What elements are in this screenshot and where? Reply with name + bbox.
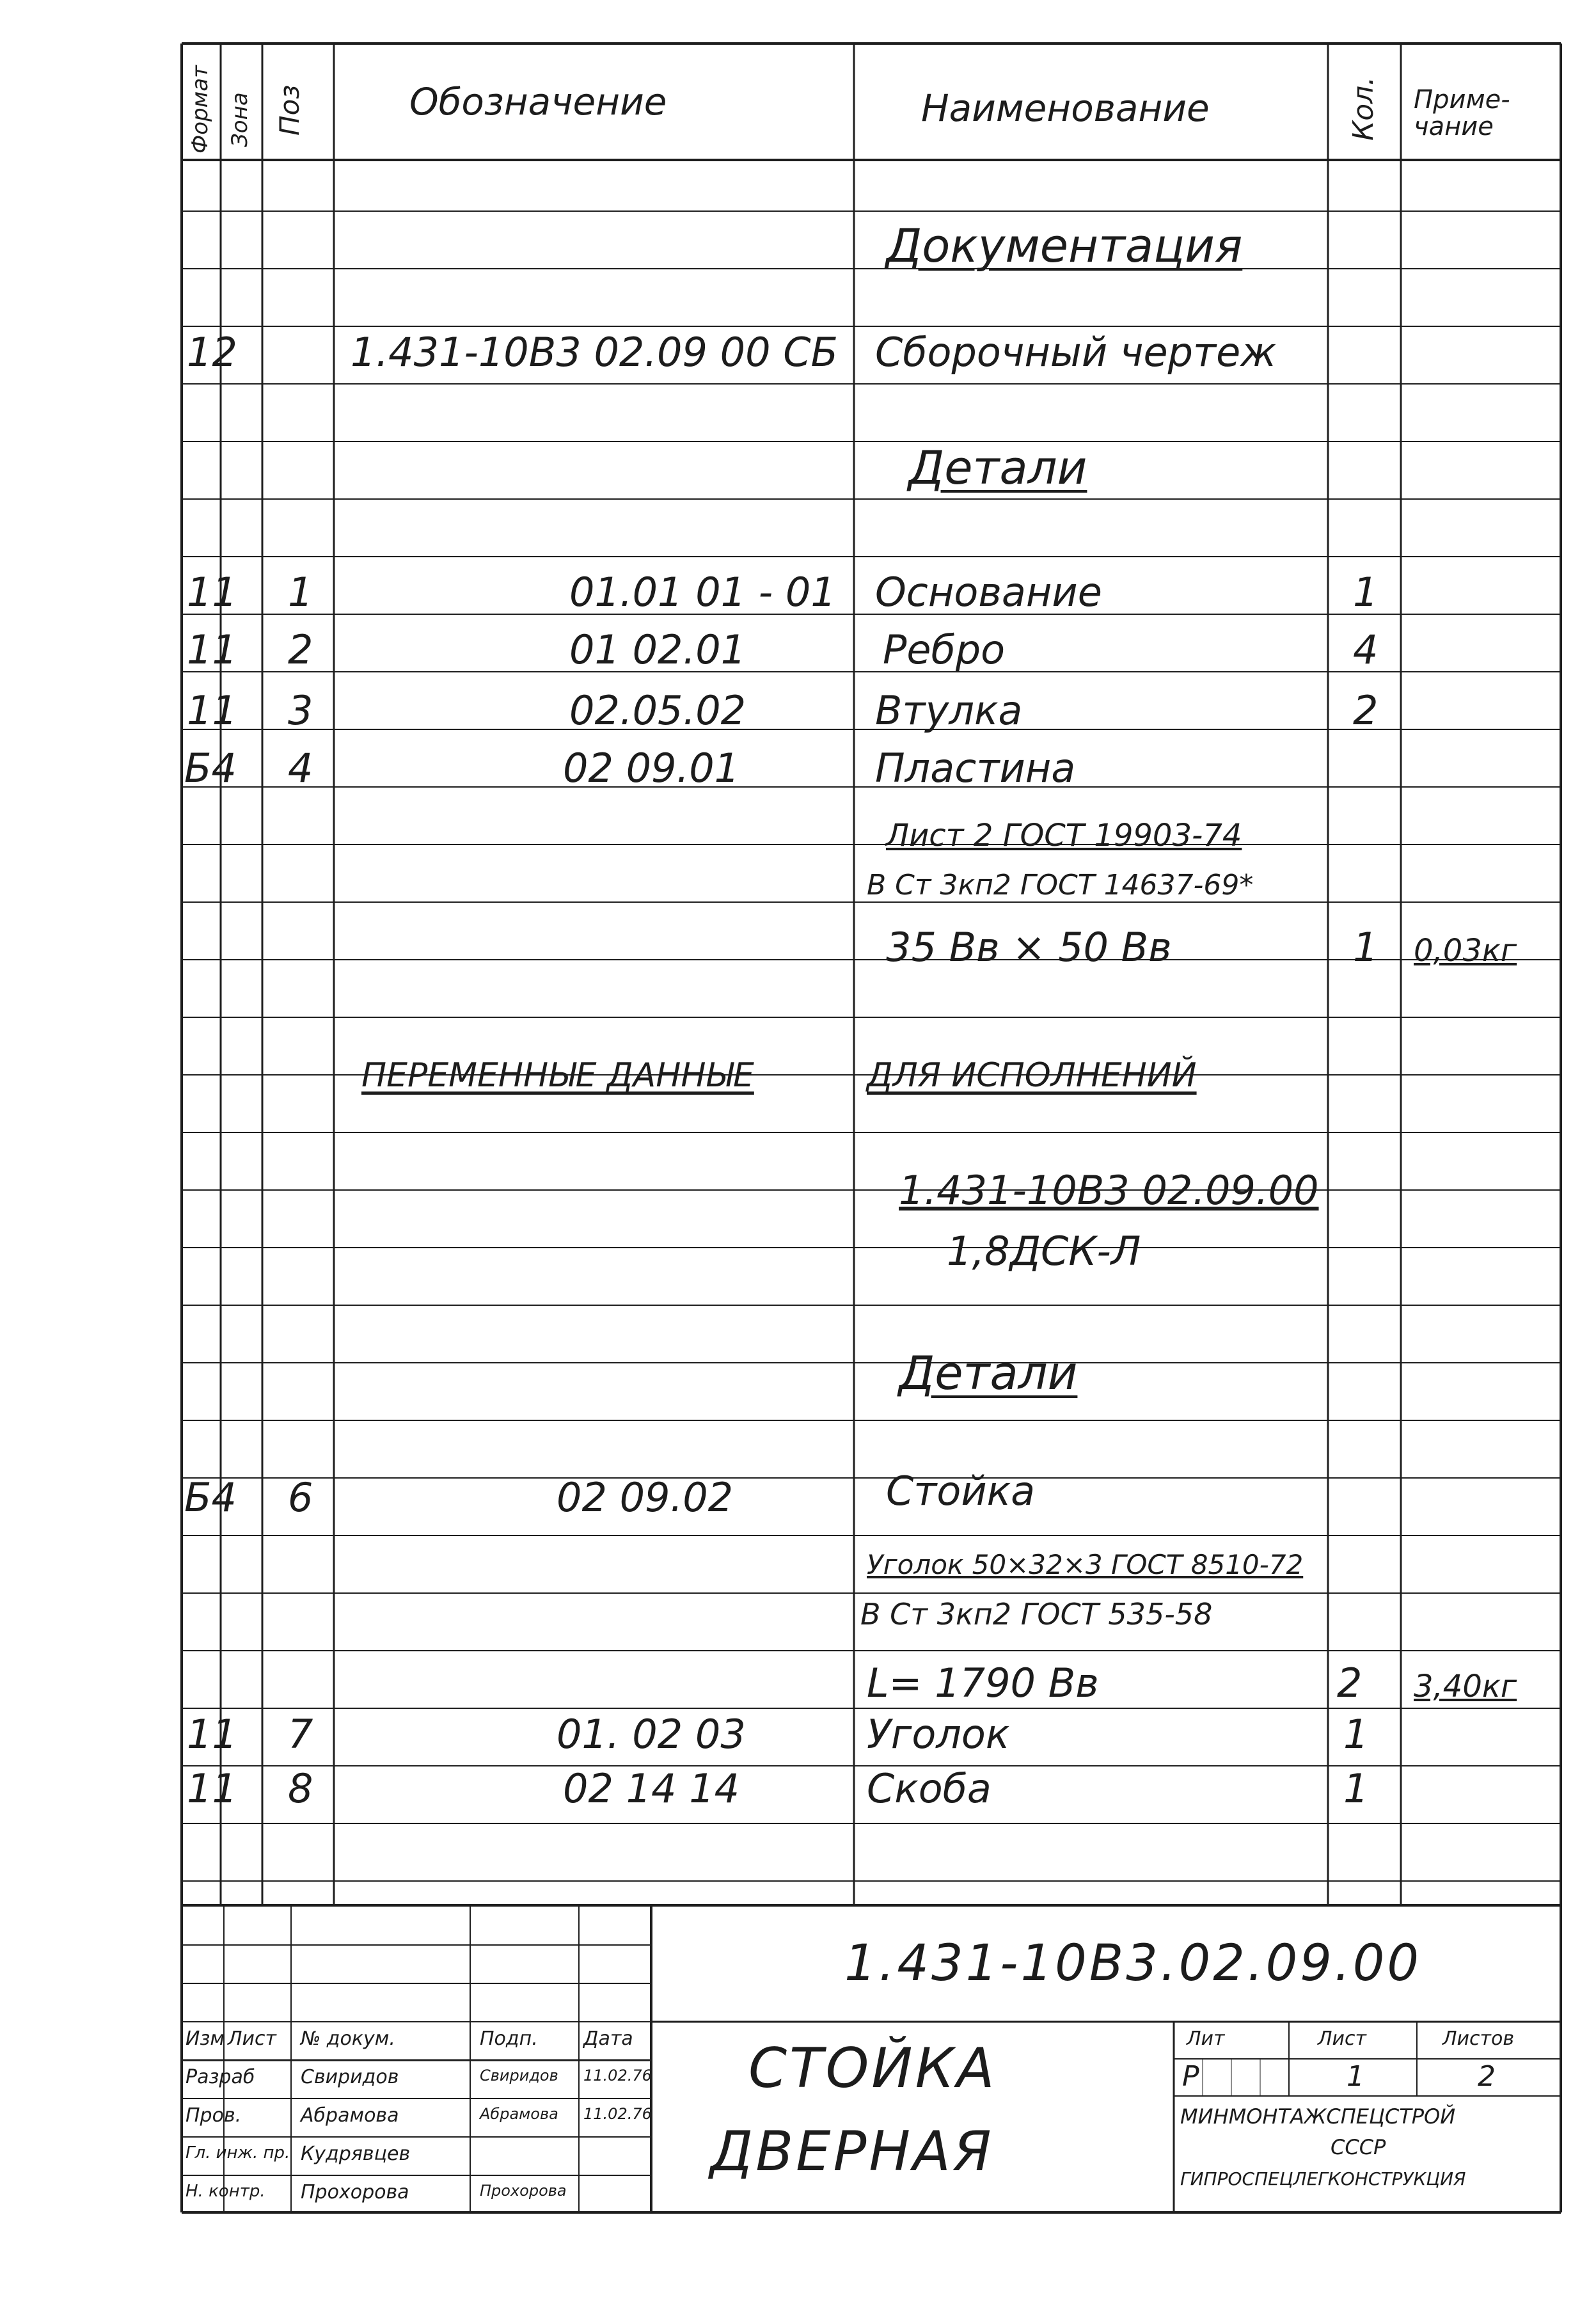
signer-role: Гл. инж. пр. bbox=[186, 2143, 290, 2163]
row-name: 35 Вв × 50 Вв bbox=[886, 924, 1172, 971]
row-qty: 1 bbox=[1353, 569, 1379, 615]
row-name: Основание bbox=[875, 569, 1102, 615]
row-format: 12 bbox=[187, 329, 237, 376]
row-format: 11 bbox=[187, 569, 237, 615]
section-documentation: Документация bbox=[886, 219, 1243, 273]
col-header-format: Формат bbox=[187, 65, 213, 154]
row-format: 11 bbox=[187, 687, 237, 734]
version-code: 1.431-10В3 02.09.00 bbox=[899, 1167, 1319, 1214]
signer-name: Прохорова bbox=[301, 2181, 409, 2203]
tb-col-docnum: № докум. bbox=[301, 2028, 395, 2050]
row-qty: 2 bbox=[1353, 687, 1379, 734]
row-qty: 1 bbox=[1343, 1765, 1369, 1812]
row-name: L= 1790 Вв bbox=[867, 1660, 1099, 1706]
row-name: Уголок bbox=[867, 1711, 1010, 1758]
signer-date: 11.02.76 bbox=[583, 2105, 652, 2123]
signer-role: Н. контр. bbox=[186, 2182, 265, 2201]
row-note: 3,40кг bbox=[1414, 1669, 1517, 1704]
row-format: 11 bbox=[187, 626, 237, 673]
row-format: Б4 bbox=[184, 745, 237, 791]
col-header-pos: Поз bbox=[274, 84, 305, 136]
col-header-note: Приме-чание bbox=[1414, 85, 1510, 141]
sheet-label: Лист bbox=[1318, 2028, 1367, 2050]
row-name: Уголок 50×32×3 ГОСТ 8510-72 bbox=[867, 1549, 1304, 1580]
row-pos: 6 bbox=[288, 1474, 313, 1521]
doc-code: 1.431-10В3.02.09.00 bbox=[844, 1935, 1421, 1992]
sheets-label: Листов bbox=[1442, 2028, 1515, 2050]
signer-sign: Свиридов bbox=[480, 2067, 558, 2084]
row-name: Скоба bbox=[867, 1765, 992, 1812]
signer-name: Кудрявцев bbox=[301, 2143, 411, 2165]
section-parts: Детали bbox=[908, 441, 1087, 495]
row-pos: 4 bbox=[288, 745, 313, 791]
row-pos: 7 bbox=[288, 1711, 313, 1758]
row-pos: 2 bbox=[288, 626, 313, 673]
row-name: Ребро bbox=[883, 626, 1006, 673]
row-qty: 1 bbox=[1353, 924, 1379, 971]
row-name: В Ст 3кп2 ГОСТ 535-58 bbox=[860, 1597, 1213, 1631]
row-qty: 4 bbox=[1353, 626, 1379, 673]
row-name: Лист 2 ГОСТ 19903-74 bbox=[886, 818, 1242, 853]
sheet-value: 1 bbox=[1347, 2060, 1364, 2093]
tb-col-sign: Подп. bbox=[480, 2028, 538, 2050]
signer-sign: Прохорова bbox=[480, 2182, 567, 2200]
section-parts-2: Детали bbox=[899, 1346, 1078, 1400]
col-header-qty: Кол. bbox=[1347, 76, 1380, 141]
row-pos: 3 bbox=[288, 687, 313, 734]
lit-label: Лит bbox=[1187, 2028, 1225, 2050]
row-note: 0,03кг bbox=[1414, 933, 1517, 969]
row-format: 11 bbox=[187, 1765, 237, 1812]
signer-role: Пров. bbox=[186, 2104, 242, 2127]
col-header-zone: Зона bbox=[227, 92, 253, 147]
col-header-designation: Обозначение bbox=[409, 80, 667, 123]
row-format: 11 bbox=[187, 1711, 237, 1758]
org-line-2: СССР bbox=[1331, 2135, 1386, 2159]
col-header-name: Наименование bbox=[921, 86, 1210, 130]
row-qty: 1 bbox=[1343, 1711, 1369, 1758]
row-pos: 1 bbox=[288, 569, 313, 615]
section-variable-data: ПЕРЕМЕННЫЕ ДАННЫЕ bbox=[361, 1056, 754, 1095]
signer-name: Свиридов bbox=[301, 2066, 399, 2088]
title-line-1: СТОЙКА bbox=[748, 2036, 997, 2100]
row-name: В Ст 3кп2 ГОСТ 14637-69* bbox=[867, 869, 1254, 901]
signer-name: Абрамова bbox=[301, 2104, 399, 2127]
row-qty: 2 bbox=[1337, 1660, 1363, 1706]
row-designation: 1.431-10В3 02.09 00 СБ bbox=[351, 329, 839, 376]
row-name: Втулка bbox=[875, 687, 1023, 734]
row-pos: 8 bbox=[288, 1765, 313, 1812]
lit-value: Р bbox=[1182, 2060, 1199, 2093]
row-designation: 02.05.02 bbox=[569, 687, 747, 734]
row-format: Б4 bbox=[184, 1474, 237, 1521]
row-name: Стойка bbox=[886, 1468, 1036, 1514]
row-name: Сборочный чертеж bbox=[875, 329, 1277, 376]
tb-col-date: Дата bbox=[583, 2028, 633, 2050]
org-line-1: МИНМОНТАЖСПЕЦСТРОЙ bbox=[1180, 2104, 1456, 2129]
row-designation: 01. 02 03 bbox=[557, 1711, 746, 1758]
row-designation: 02 09.02 bbox=[557, 1474, 734, 1521]
row-name: Пластина bbox=[875, 745, 1076, 791]
row-designation: 01 02.01 bbox=[569, 626, 747, 673]
section-for-versions: ДЛЯ ИСПОЛНЕНИЙ bbox=[867, 1056, 1197, 1095]
row-designation: 01.01 01 - 01 bbox=[569, 569, 836, 615]
row-designation: 02 14 14 bbox=[563, 1765, 740, 1812]
signer-sign: Абрамова bbox=[480, 2105, 558, 2123]
row-designation: 02 09.01 bbox=[563, 745, 740, 791]
version-name: 1,8ДСК-Л bbox=[947, 1228, 1141, 1274]
signer-role: Разраб bbox=[186, 2066, 255, 2088]
tb-col-izm: Изм bbox=[186, 2028, 225, 2050]
title-line-2: ДВЕРНАЯ bbox=[710, 2120, 994, 2184]
org-line-3: ГИПРОСПЕЦЛЕГКОНСТРУКЦИЯ bbox=[1180, 2168, 1466, 2189]
tb-col-list: Лист bbox=[228, 2028, 277, 2050]
signer-date: 11.02.76 bbox=[583, 2067, 652, 2084]
sheets-value: 2 bbox=[1478, 2060, 1496, 2093]
